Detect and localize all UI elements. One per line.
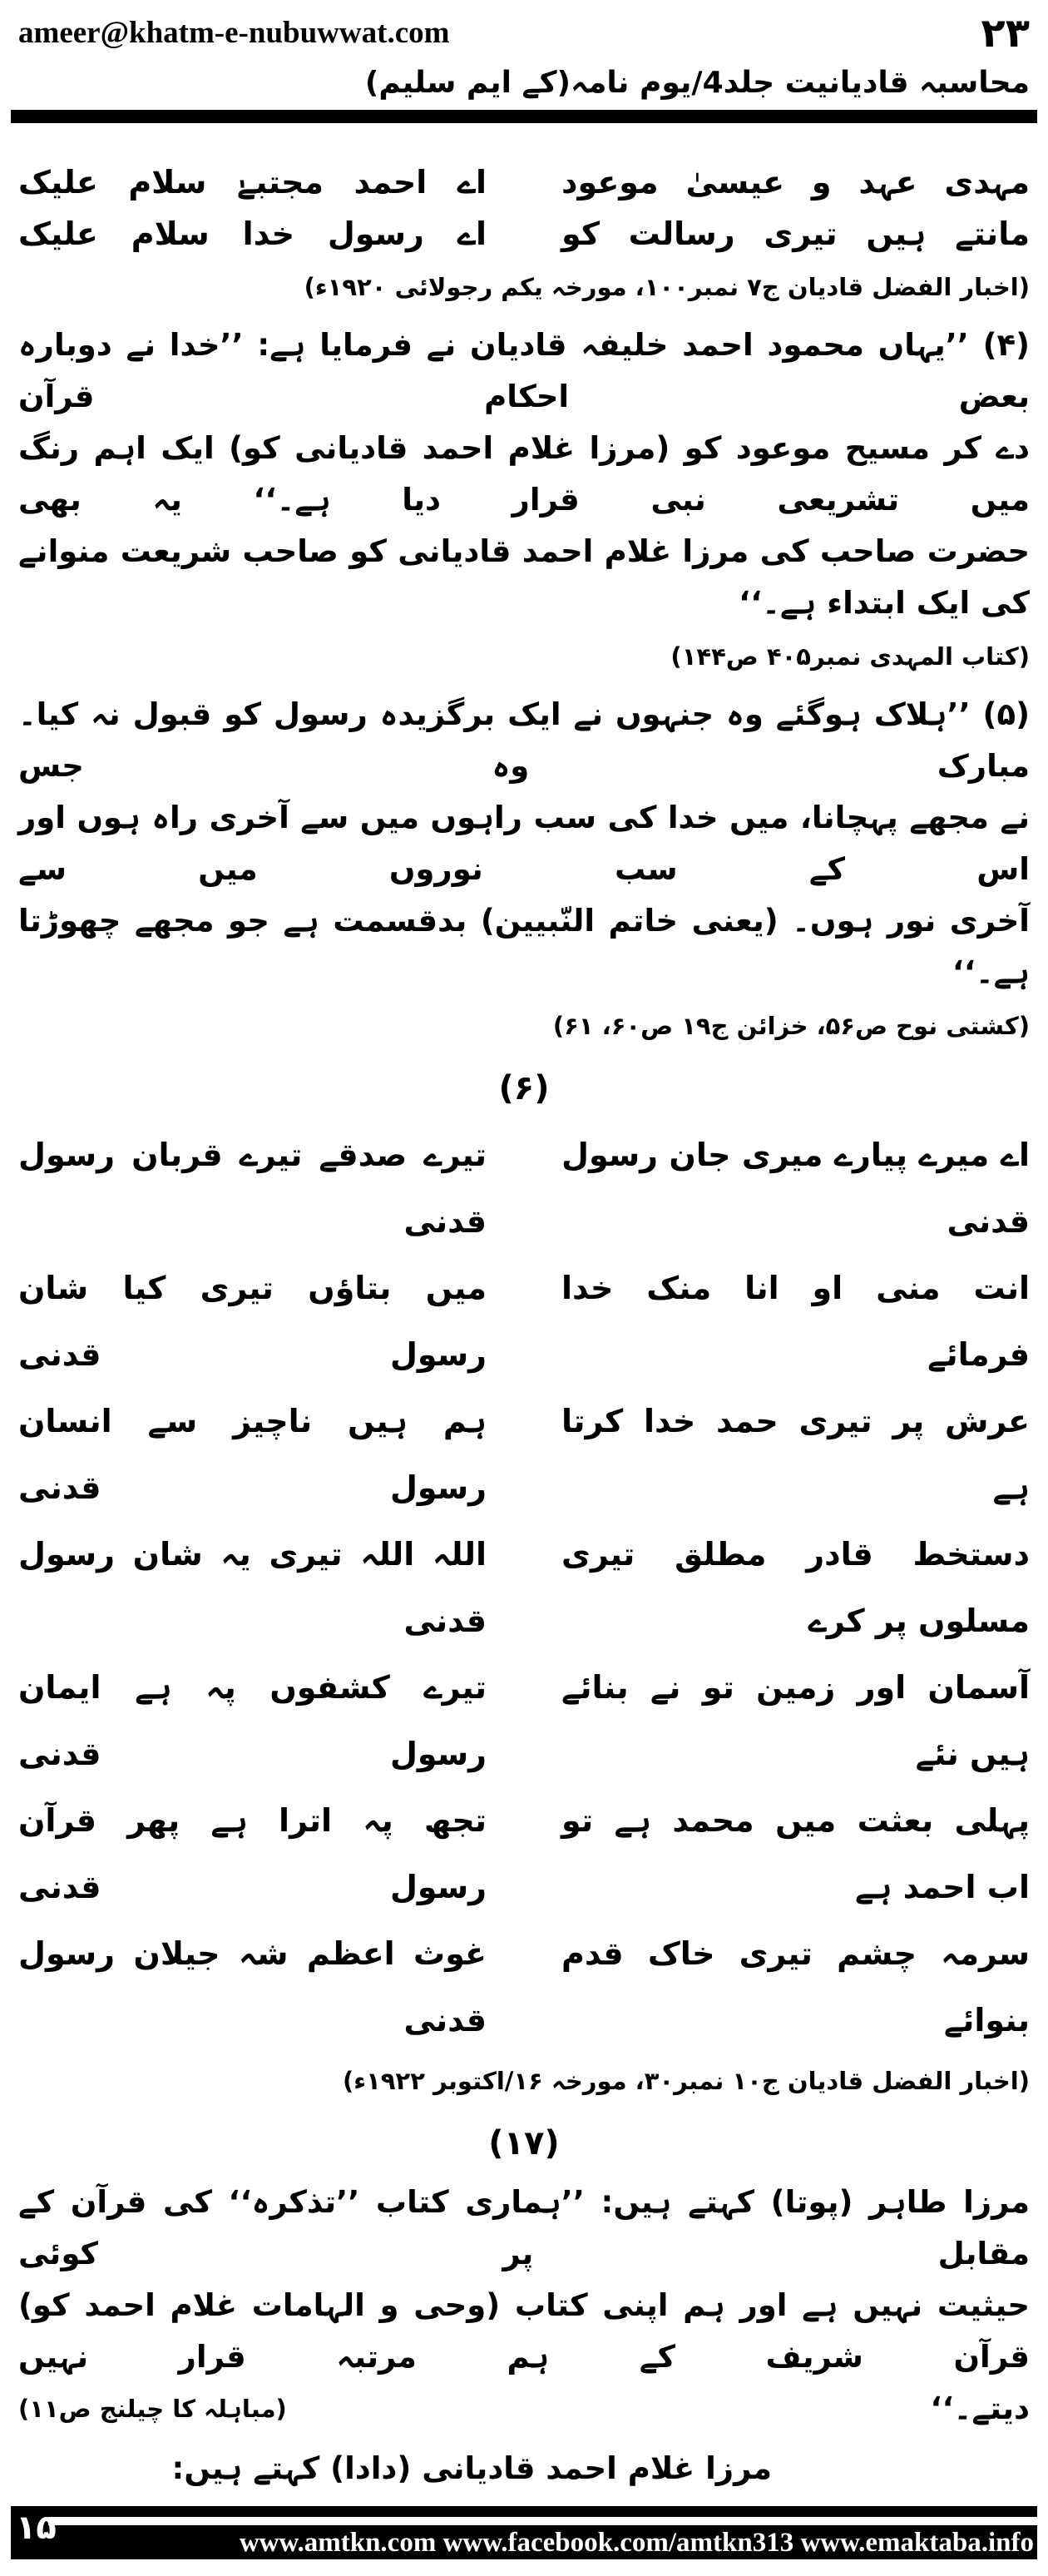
poem-verse-left: میں بتاؤں تیری کیا شان رسول قدنی — [18, 1270, 487, 1373]
header-rule — [11, 110, 1037, 123]
poem-verse-right: عرش پر تیری حمد خدا کرتا ہے — [561, 1403, 1030, 1506]
item4-line: (۴) ’’یہاں محمود احمد خلیفہ قادیان نے فرمایا ہے: ’’خدا نے دوبارہ بعض احکام قرآن — [18, 327, 1030, 414]
item4-line: حضرت صاحب کی مرزا غلام احمد قادیانی کو صاحب شریعت منوانے کی ایک ابتداء ہے۔‘‘ — [18, 533, 1030, 621]
footer-page-number: ۱۵ — [16, 2509, 57, 2547]
footer-urls: www.amtkn.com www.facebook.com/amtkn313 www.emaktaba.info — [239, 2528, 1034, 2558]
item17-closing: مرزا غلام احمد قادیانی (دادا) کہتے ہیں: — [171, 2450, 772, 2486]
item4-line: دے کر مسیح موعود کو (مرزا غلام احمد قادیانی کو) ایک اہم رنگ میں تشریعی نبی قرار دیا ہے۔‘‘ یہ بھی — [18, 430, 1030, 518]
page-body — [11, 156, 1037, 2494]
poem-verse-right: آسمان اور زمین تو نے بنائے ہیں نئے — [561, 1669, 1030, 1772]
item17-line: حیثیت نہیں ہے اور ہم اپنی کتاب (وحی و الہامات غلام احمد کو) قرآن شریف کے ہم مرتبہ قرار نہیں — [18, 2287, 1030, 2375]
item17-line: مرزا طاہر (پوتا) کہتے ہیں: ’’ہماری کتاب ’’تذکرہ‘‘ کی قرآن کے مقابل پر کوئی — [18, 2184, 1030, 2271]
couplet-left-1: اے احمد مجتبےٰ سلام علیک — [18, 164, 487, 201]
poem-verse-left: تیرے صدقے تیرے قربان رسول قدنی — [18, 1137, 487, 1240]
item4-reference: (کتاب المہدی نمبر۴۰۵ ص۱۴۴) — [670, 642, 1030, 671]
poem-verse-left: غوث اعظم شہ جیلان رسول قدنی — [18, 1935, 487, 2039]
page-header — [11, 10, 1037, 105]
footer-stripe — [48, 2517, 1037, 2525]
header-page-number: ۲۳ — [981, 10, 1030, 57]
page-footer — [11, 2506, 1037, 2559]
item5-line: (۵) ’’ہلاک ہوگئے وہ جنہوں نے ایک برگزیدہ رسول کو قبول نہ کیا۔ مبارک وہ جس — [18, 696, 1030, 784]
poem-verse-left: ہم ہیں ناچیز سے انسان رسول قدنی — [18, 1403, 487, 1506]
item17-number: (۱۷) — [488, 2124, 560, 2162]
item17-last-row — [18, 2383, 1030, 2435]
poem-verse-left: تیرے کشفوں پہ ہے ایمان رسول قدنی — [18, 1669, 487, 1772]
item5-reference: (کشتی نوح ص۵۶، خزائن ج۱۹ ص۶۰، ۶۱) — [552, 1012, 1030, 1040]
header-book-title: محاسبہ قادیانیت جلد4/یوم نامہ(کے ایم سلیم) — [364, 66, 1030, 100]
couplet-right-2: مانتے ہیں تیری رسالت کو — [561, 215, 1030, 252]
item6-reference: (اخبار الفضل قادیان ج۱۰ نمبر۳۰، مورخہ ۱۶/اکتوبر ۱۹۲۲ء) — [343, 2067, 1030, 2095]
poem-verse-right: پہلی بعثت میں محمد ہے تو اب احمد ہے — [561, 1802, 1030, 1905]
item6-number: (۶) — [498, 1069, 550, 1107]
header-email: ameer@khatm-e-nubuwwat.com — [18, 16, 450, 50]
item17-reference: (مباہلہ کا چیلنج ص۱۱) — [18, 2395, 287, 2423]
item17-line: دیتے۔‘‘ — [930, 2390, 1030, 2426]
poem-verse-right: انت منی او انا منک خدا فرمائے — [561, 1270, 1030, 1373]
poem-verse-right: دستخط قادر مطلق تیری مسلوں پر کرے — [561, 1536, 1030, 1639]
item5-line: نے مجھے پہچانا، میں خدا کی سب راہوں میں سے آخری راہ ہوں اور اس کے سب نوروں میں سے — [18, 800, 1030, 887]
poem-verse-right: اے میرے پیارے میری جان رسول قدنی — [561, 1137, 1030, 1240]
couplet-left-2: اے رسول خدا سلام علیک — [18, 215, 487, 252]
poem-verse-left: اللہ اللہ تیری یہ شان رسول قدنی — [18, 1536, 487, 1639]
couplet-reference: (اخبار الفضل قادیان ج۷ نمبر۱۰۰، مورخہ یکم رجولائی ۱۹۲۰ء) — [304, 273, 1030, 301]
poem — [18, 1122, 1030, 2053]
item5-line: آخری نور ہوں۔ (یعنی خاتم النّبیین) بدقسمت ہے جو مجھے چھوڑتا ہے۔‘‘ — [18, 903, 1030, 990]
poem-verse-right: سرمہ چشم تیری خاک قدم بنوائے — [561, 1935, 1030, 2039]
couplet-right-1: مہدی عہد و عیسیٰ موعود — [561, 164, 1030, 201]
couplet — [18, 156, 1030, 260]
poem-verse-left: تجھ پہ اترا ہے پھر قرآن رسول قدنی — [18, 1802, 487, 1905]
